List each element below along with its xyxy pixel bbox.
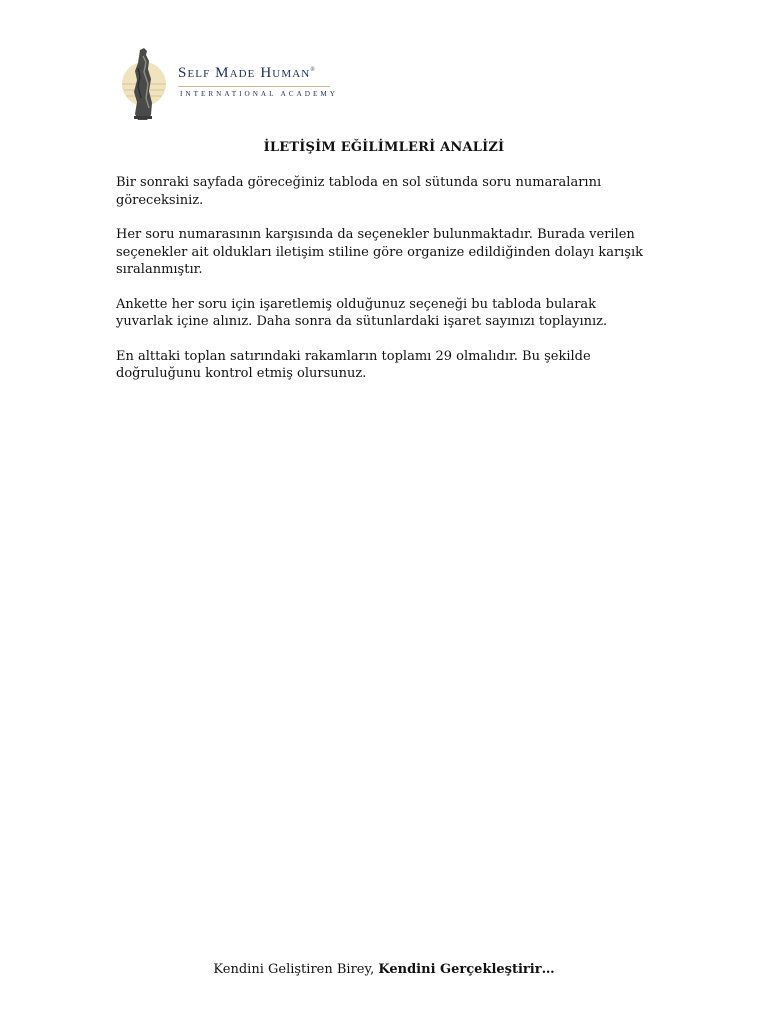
page-footer bbox=[0, 962, 768, 977]
footer-text-bold: Kendini Gerçekleştirir… bbox=[378, 962, 555, 977]
logo-title: Self Made Human® bbox=[178, 65, 316, 81]
document-title: İLETİŞİM EĞİLİMLERİ ANALİZİ bbox=[263, 140, 505, 155]
trademark-symbol: ® bbox=[310, 67, 316, 73]
paragraph-2: Her soru numarasının karşısında da seçenekler bulunmaktadır. Burada verilen seçenekler ait oldukları iletişim stiline göre organize edildiğinden dolayı karışık sıralanmıştır. bbox=[116, 227, 644, 277]
document-body bbox=[116, 174, 656, 400]
logo-subtitle: INTERNATIONAL ACADEMY bbox=[180, 90, 338, 98]
statue-logo-icon bbox=[120, 46, 172, 122]
logo bbox=[120, 46, 340, 122]
paragraph-4: En alttaki toplan satırındaki rakamların toplamı 29 olmalıdır. Bu şekilde doğruluğunu kontrol etmiş olursunuz. bbox=[116, 348, 591, 381]
paragraph-3: Ankette her soru için işaretlemiş olduğunuz seçeneği bu tabloda bularak yuvarlak içine alınız. Daha sonra da sütunlardaki işaret sayınızı toplayınız. bbox=[116, 296, 608, 329]
logo-divider bbox=[178, 86, 330, 87]
paragraph-1: Bir sonraki sayfada göreceğiniz tabloda en sol sütunda soru numaralarını göreceksiniz. bbox=[116, 175, 602, 208]
footer-text-regular: Kendini Geliştiren Birey, bbox=[213, 962, 379, 977]
